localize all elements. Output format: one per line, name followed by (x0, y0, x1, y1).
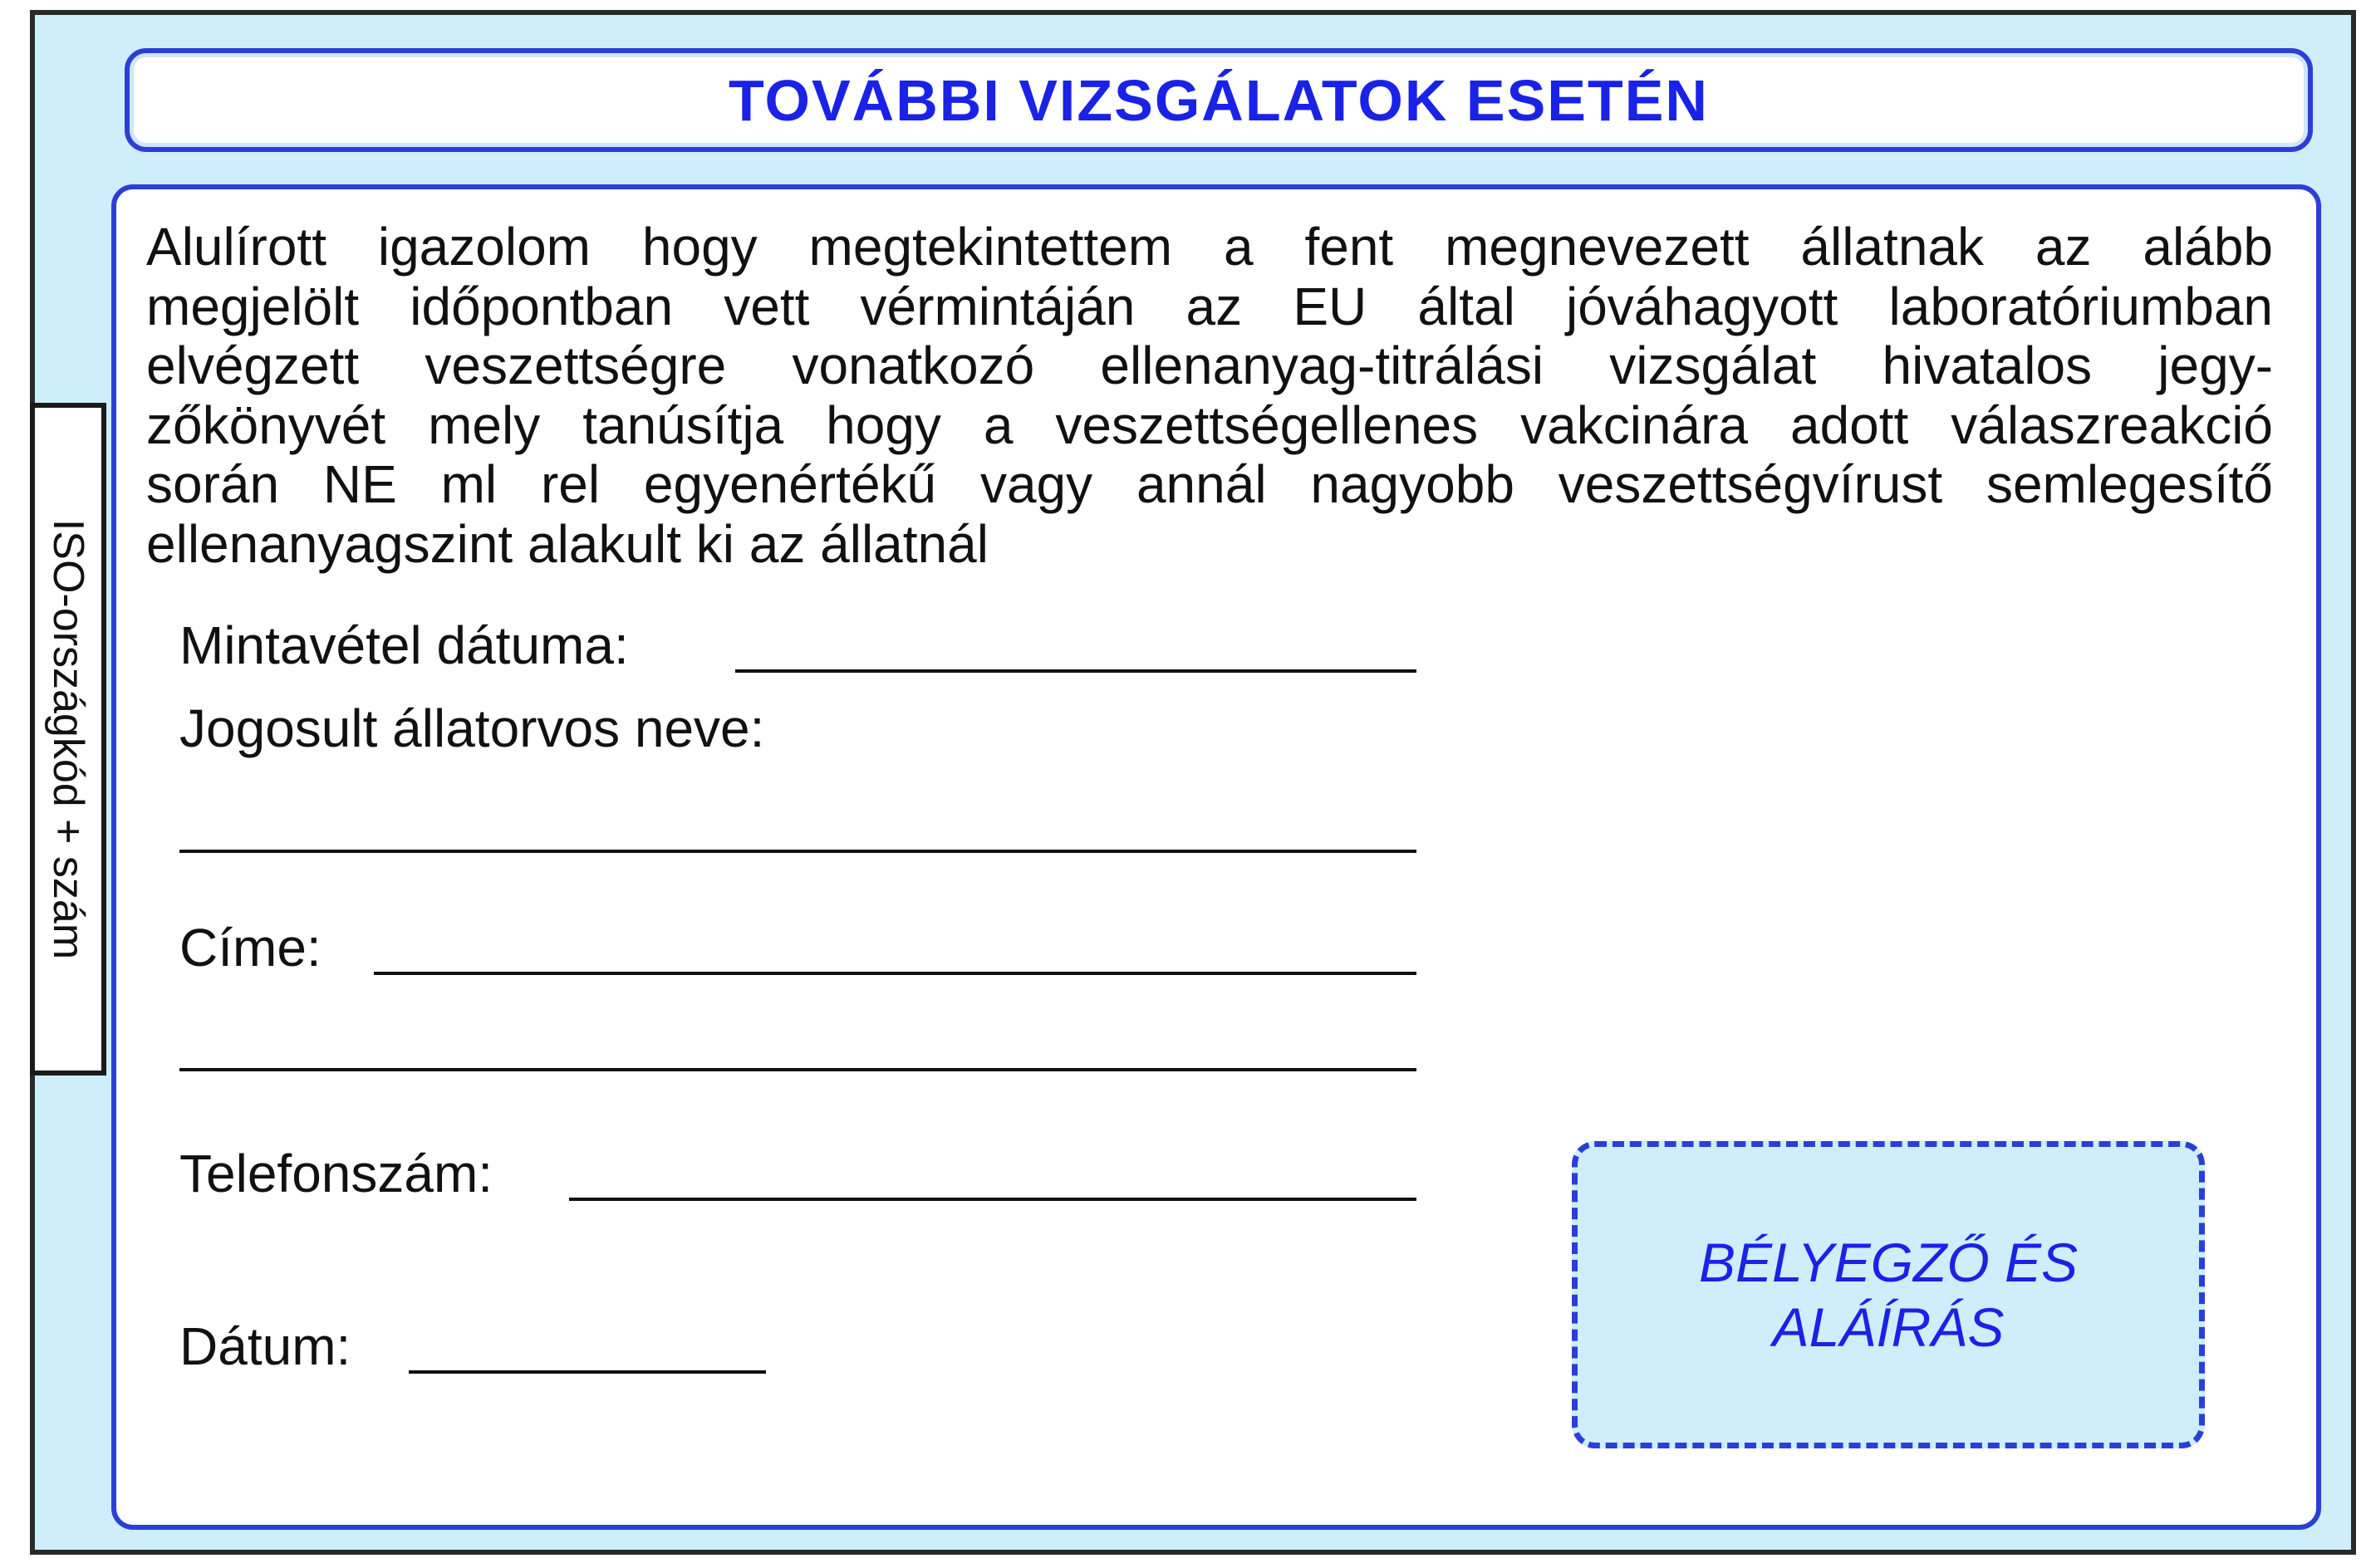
statement-panel (111, 184, 2321, 1530)
stamp-and-signature-area (1572, 1141, 2205, 1448)
phone-field[interactable] (569, 1198, 1416, 1201)
sampling-date-field[interactable] (735, 669, 1416, 673)
stamp-label-line-2: ALÁÍRÁS (1772, 1296, 2005, 1358)
iso-country-code-tab (30, 403, 106, 1076)
stamp-label (1656, 1230, 2121, 1360)
stamp-label-line-1: BÉLYEGZŐ ÉS (1698, 1232, 2079, 1293)
vet-name-field[interactable] (179, 850, 1416, 853)
statement-line: ellenanyagszint alakult ki az állatnál (146, 513, 989, 574)
statement-line: során NE ml rel egyenértékű vagy annál nagyobb veszettségvírust semlegesítő (146, 454, 2273, 514)
iso-country-code-label: ISO-országkód + szám (44, 518, 92, 960)
date-label: Dátum: (179, 1316, 351, 1376)
vet-name-label: Jogosult állatorvos neve: (179, 698, 765, 758)
address-field-line-2[interactable] (179, 1068, 1416, 1071)
statement-line: elvégzett veszettségre vonatkozó ellenanyag-titrálási vizsgálat hivatalos jegy- (146, 336, 2273, 395)
address-label: Címe: (179, 918, 322, 978)
statement-line: zőkönyvét mely tanúsítja hogy a veszettségellenes vakcinára adott válaszreakció (146, 394, 2273, 455)
statement-line: megjelölt időpontban vett vérmintáján az EU által jóváhagyott laboratóriumban (146, 276, 2273, 336)
certification-statement (146, 218, 2273, 574)
date-field[interactable] (409, 1370, 766, 1374)
statement-line: Alulírott igazolom hogy megtekintettem a fent megnevezett állatnak az alább (146, 217, 2273, 277)
page-title: TOVÁBBI VIZSGÁLATOK ESETÉN (729, 67, 1709, 133)
address-field-line-1[interactable] (374, 972, 1416, 975)
title-banner (125, 48, 2313, 152)
sampling-date-label: Mintavétel dátuma: (179, 615, 629, 675)
phone-label: Telefonszám: (179, 1144, 493, 1203)
